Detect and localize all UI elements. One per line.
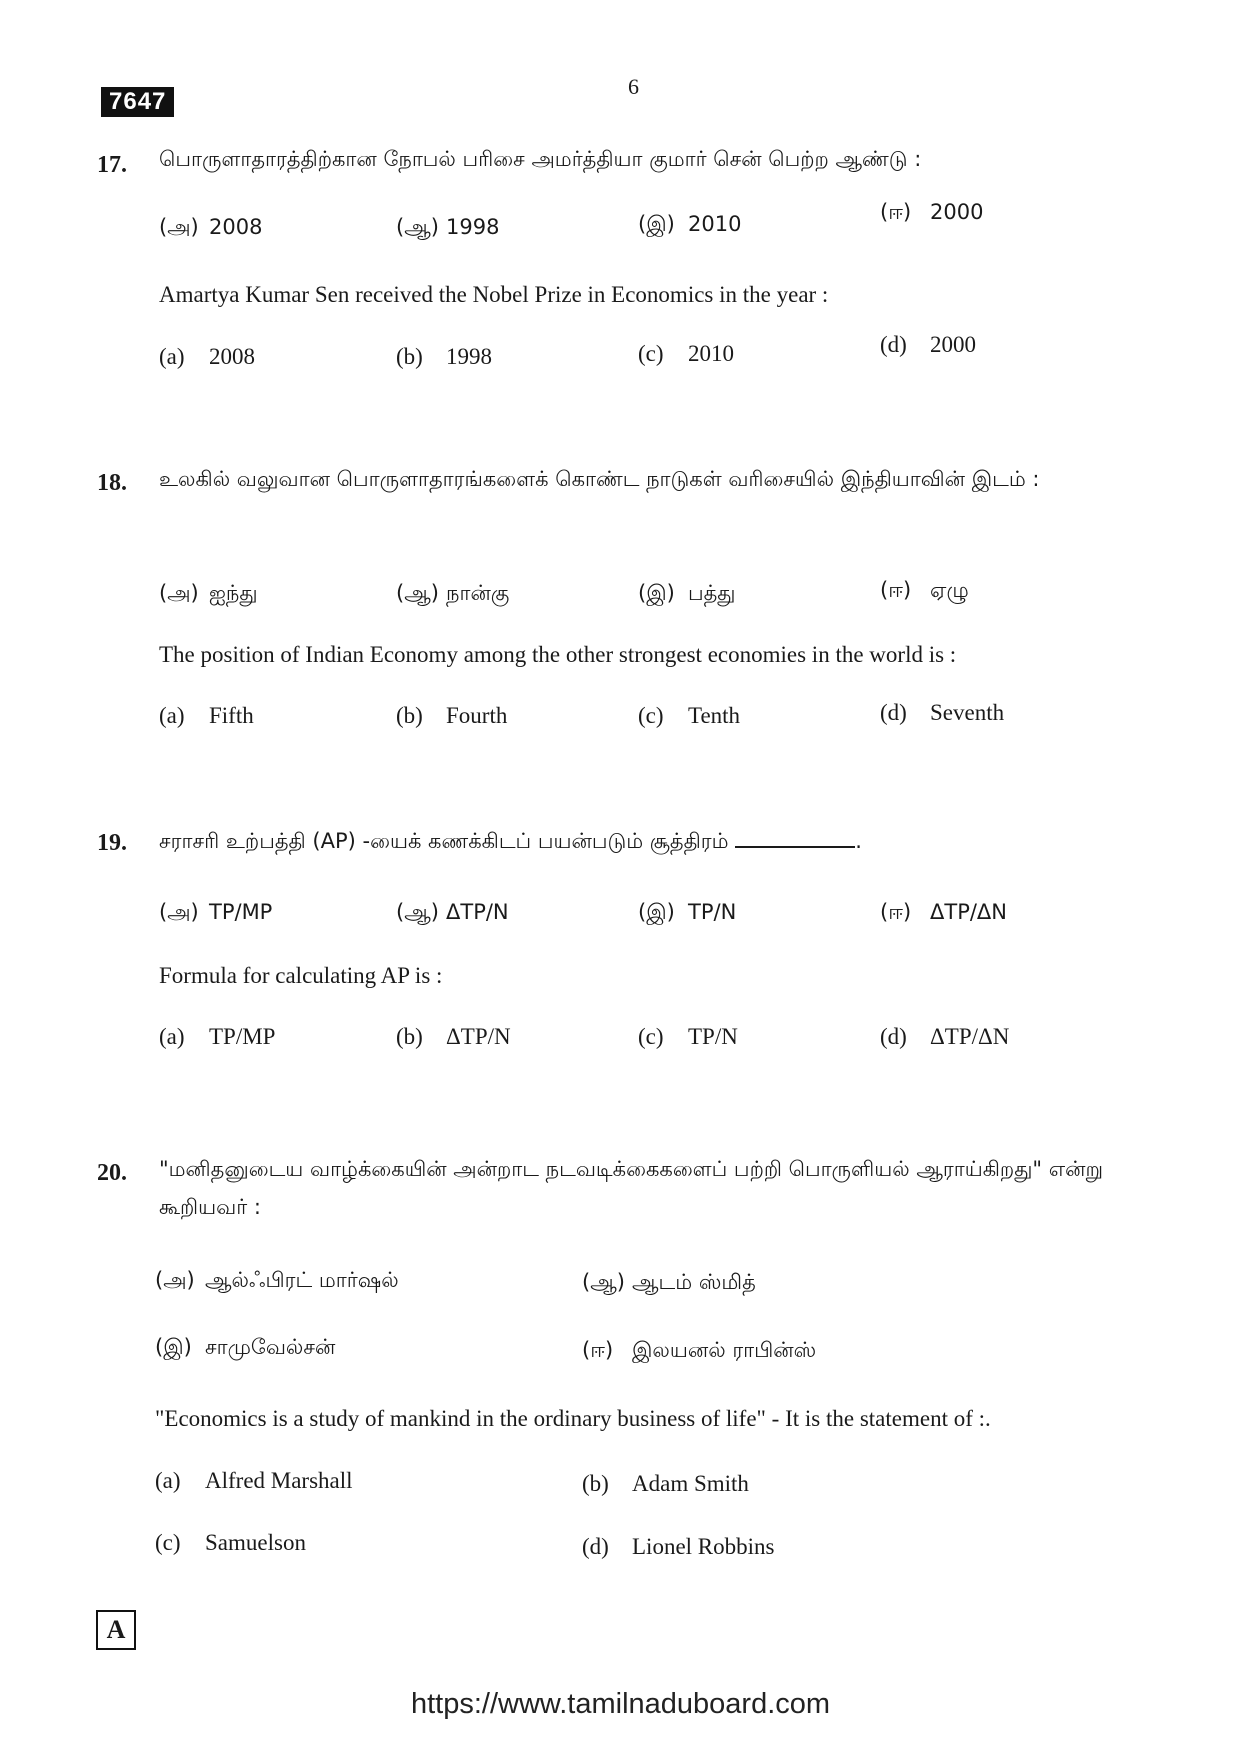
option-text: Fifth [209, 703, 254, 728]
option-label: (d) [880, 1024, 907, 1049]
footer-url[interactable]: https://www.tamilnaduboard.com [410, 1688, 831, 1720]
question-number: 18. [97, 470, 127, 496]
option-label: (அ) [155, 1268, 195, 1292]
option-label: (ஆ) [396, 900, 439, 924]
option-text: 2008 [209, 344, 255, 369]
option-text: 1998 [446, 344, 492, 369]
option-tamil-4 [880, 200, 983, 227]
option-text: ஐந்து [209, 581, 258, 605]
option-label: (a) [155, 1468, 181, 1493]
option-text: ஆல்ஃபிரட் மார்ஷல் [205, 1268, 399, 1292]
option-label: (c) [638, 1024, 664, 1049]
option-english-d [880, 700, 1004, 726]
option-text: Fourth [446, 703, 508, 728]
option-label: (இ) [638, 212, 675, 236]
option-text: ΔTP/N [446, 1024, 511, 1049]
option-text: TP/N [688, 900, 737, 924]
option-text: சாமுவேல்சன் [205, 1335, 336, 1359]
option-label: (அ) [159, 215, 199, 239]
option-label: (c) [155, 1530, 181, 1555]
option-text: இலயனல் ராபின்ஸ் [632, 1338, 817, 1362]
option-english-b [582, 1471, 749, 1497]
option-label: (c) [638, 341, 664, 366]
question-text-tamil: "மனிதனுடைய வாழ்க்கையின் அன்றாட நடவடிக்கைகளைப் பற்றி பொருளியல் ஆராய்கிறது" என்று கூறியவர் : [159, 1157, 1104, 1219]
option-text: நான்கு [446, 581, 510, 605]
option-text: Tenth [688, 703, 741, 728]
option-text: 2000 [930, 332, 976, 357]
option-tamil-3 [155, 1335, 335, 1362]
answer-blank [735, 826, 855, 848]
option-english-d [582, 1534, 774, 1560]
option-tamil-3 [638, 900, 736, 927]
option-label: (ஈ) [880, 900, 912, 924]
option-label: (இ) [155, 1335, 192, 1359]
option-text: ஆடம் ஸ்மித் [632, 1270, 756, 1294]
question-text-english: Formula for calculating AP is : [159, 963, 443, 988]
option-english-c [638, 1024, 738, 1050]
option-label: (c) [638, 703, 664, 728]
option-label: (b) [396, 1024, 423, 1049]
option-text: Lionel Robbins [632, 1534, 775, 1559]
option-text: Samuelson [205, 1530, 306, 1555]
option-tamil-1 [159, 900, 272, 927]
option-label: (b) [582, 1471, 609, 1496]
option-tamil-2 [396, 215, 499, 242]
option-label: (b) [396, 344, 423, 369]
question-text-tamil-end: . [855, 829, 862, 853]
option-tamil-1 [159, 581, 258, 608]
option-english-b [396, 1024, 511, 1050]
option-label: (ஆ) [396, 581, 439, 605]
option-tamil-4 [880, 900, 1007, 927]
option-tamil-2 [396, 581, 509, 608]
option-label: (அ) [159, 581, 199, 605]
option-english-d [880, 332, 976, 358]
option-label: (இ) [638, 900, 675, 924]
option-tamil-3 [638, 581, 736, 608]
option-label: (d) [880, 700, 907, 725]
option-text: 1998 [446, 215, 500, 239]
option-label: (d) [582, 1534, 609, 1559]
option-label: (இ) [638, 581, 675, 605]
question-text-tamil: பொருளாதாரத்திற்கான நோபல் பரிசை அமர்த்தியா குமார் சென் பெற்ற ஆண்டு : [159, 147, 922, 171]
option-text: 2010 [688, 341, 734, 366]
option-label: (ஆ) [582, 1270, 625, 1294]
question-text-tamil: உலகில் வலுவான பொருளாதாரங்களைக் கொண்ட நாடுகள் வரிசையில் இந்தியாவின் இடம் : [159, 467, 1040, 491]
option-text: ΔTP/ΔN [930, 1024, 1010, 1049]
option-label: (a) [159, 344, 185, 369]
option-tamil-4 [880, 578, 969, 605]
question-text-tamil-body: சராசரி உற்பத்தி (AP) -யைக் கணக்கிடப் பயன்படும் சூத்திரம் [159, 829, 729, 853]
option-english-c [638, 341, 734, 367]
paper-code-badge: 7647 [101, 87, 174, 117]
option-label: (ஆ) [396, 215, 439, 239]
option-label: (ஈ) [880, 200, 912, 224]
option-english-b [396, 703, 507, 729]
option-text: 2010 [688, 212, 742, 236]
option-english-b [396, 344, 492, 370]
question-number: 19. [97, 830, 127, 856]
option-text: TP/MP [209, 900, 273, 924]
option-text: TP/N [688, 1024, 738, 1049]
option-text: TP/MP [209, 1024, 276, 1049]
page-number: 6 [628, 74, 639, 99]
option-text: ΔTP/N [446, 900, 509, 924]
option-english-a [159, 703, 254, 729]
question-series-box: A [96, 1610, 136, 1650]
option-english-a [159, 344, 255, 370]
option-english-c [638, 703, 740, 729]
option-tamil-1 [155, 1268, 399, 1295]
option-tamil-2 [582, 1270, 756, 1297]
question-text-tamil [159, 822, 1141, 860]
option-english-d [880, 1024, 1009, 1050]
question-number: 17. [97, 152, 127, 178]
option-english-a [159, 1024, 275, 1050]
option-english-c [155, 1530, 306, 1556]
option-text: பத்து [688, 581, 736, 605]
question-text-english: "Economics is a study of mankind in the ordinary business of life" - It is the statement of :. [155, 1406, 991, 1431]
option-label: (d) [880, 332, 907, 357]
option-text: Alfred Marshall [205, 1468, 353, 1493]
option-text: Adam Smith [632, 1471, 749, 1496]
question-text-english: The position of Indian Economy among the other strongest economies in the world is : [159, 642, 957, 667]
option-text: 2000 [930, 200, 984, 224]
option-tamil-1 [159, 215, 262, 242]
option-label: (ஈ) [582, 1338, 614, 1362]
question-number: 20. [97, 1160, 127, 1186]
option-text: ΔTP/ΔN [930, 900, 1008, 924]
option-text: ஏழு [930, 578, 969, 602]
question-text-english: Amartya Kumar Sen received the Nobel Prize in Economics in the year : [159, 282, 829, 307]
option-text: 2008 [209, 215, 263, 239]
option-english-a [155, 1468, 353, 1494]
option-label: (அ) [159, 900, 199, 924]
option-label: (a) [159, 1024, 185, 1049]
option-label: (b) [396, 703, 423, 728]
option-tamil-4 [582, 1338, 816, 1365]
option-tamil-3 [638, 212, 741, 239]
option-text: Seventh [930, 700, 1005, 725]
option-label: (a) [159, 703, 185, 728]
option-tamil-2 [396, 900, 509, 927]
option-label: (ஈ) [880, 578, 912, 602]
